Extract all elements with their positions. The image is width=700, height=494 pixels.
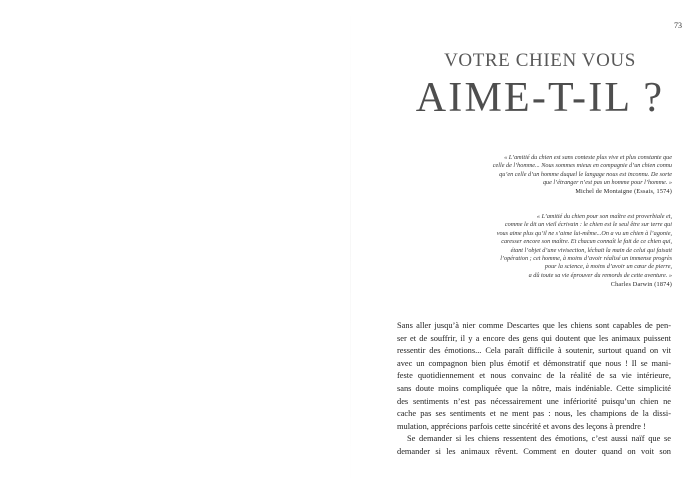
quote-line: étant l’objet d’une vivisection, léchait la main de celui qui faisait [510, 246, 672, 254]
epigraph-montaigne [452, 154, 672, 197]
page-number: 73 [674, 21, 682, 30]
page-gutter [350, 0, 351, 494]
quote-line: a dû toute sa vie éprouver du remords de cette aventure. » [528, 271, 672, 279]
quote-line: l’opération ; cet homme, à moins d’avoir réalisé un immense progrès [500, 255, 672, 263]
quote-line: celle de l’homme... Nous sommes mieux en compagnie d’un chien connu [492, 162, 672, 170]
epigraph-darwin [452, 213, 672, 289]
body-line: des sentiments n’est pas nécessairement une infériorité puisqu’un chien ne [397, 396, 671, 406]
chapter-title-line-1: VOTRE CHIEN VOUS [444, 50, 636, 71]
quote-attribution: Michel de Montaigne (Essais, 1574) [575, 188, 672, 196]
body-line: ser et de souffrir, il y a encore des gens qui doutent que les animaux puissent [397, 333, 671, 343]
quote-line: que l’étranger n’est pas un homme pour l’homme. » [542, 179, 672, 187]
body-line: Sans aller jusqu’à nier comme Descartes que les chiens sont capables de pen- [397, 321, 671, 330]
quote-line: pour la science, à moins d’avoir un cœur de pierre, [544, 263, 672, 271]
body-line: ressentir des émotions... Cela paraît difficile à soutenir, surtout quand on vit [397, 346, 671, 356]
body-line: demander si les animaux rêvent. Comment en douter quand on voit son [397, 446, 671, 456]
body-line: feste quotidiennement et nous convainc de la réalité de sa vie intérieure, [397, 371, 671, 381]
quote-attribution: Charles Darwin (1874) [610, 280, 672, 288]
chapter-title-line-2: AIME-T-IL ? [415, 75, 665, 121]
chapter-title [380, 48, 700, 121]
body-line: mulation, apprécions parfois cette sincérité et avons des leçons à prendre ! [397, 421, 646, 431]
body-line: avec un compagnon bien plus émotif et démonstratif que nous ! Il se mani- [397, 358, 671, 368]
body-line: Se demander si les chiens ressentent des émotions, c’est aussi naïf que se [407, 434, 671, 444]
quote-line: caresser encore son maître. Et chacun connaît le fait de ce chien qui, [501, 238, 672, 246]
quote-line: vous aime plus qu’il ne s’aime lui-même...On a vu un chien à l’agonie, [496, 229, 672, 237]
body-paragraphs [397, 320, 671, 459]
quote-line: « L’amitié du chien pour son maître est proverbiale et, [536, 213, 672, 220]
body-line: cache pas ses sentiments et ne ment pas : nous, les champions de la dissi- [397, 409, 671, 419]
quote-line: « L’amitié du chien est sans conteste plus vive et plus constante que [504, 154, 672, 161]
quote-line: qu’en celle d’un homme duquel le langage nous est inconnu. De sorte [499, 170, 672, 178]
body-line: sans doute moins compliquée que la nôtre, mais indéniable. Cette simplicité [397, 383, 671, 393]
quote-line: comme le dit un vieil écrivain : le chien est le seul être sur terre qui [504, 221, 672, 229]
